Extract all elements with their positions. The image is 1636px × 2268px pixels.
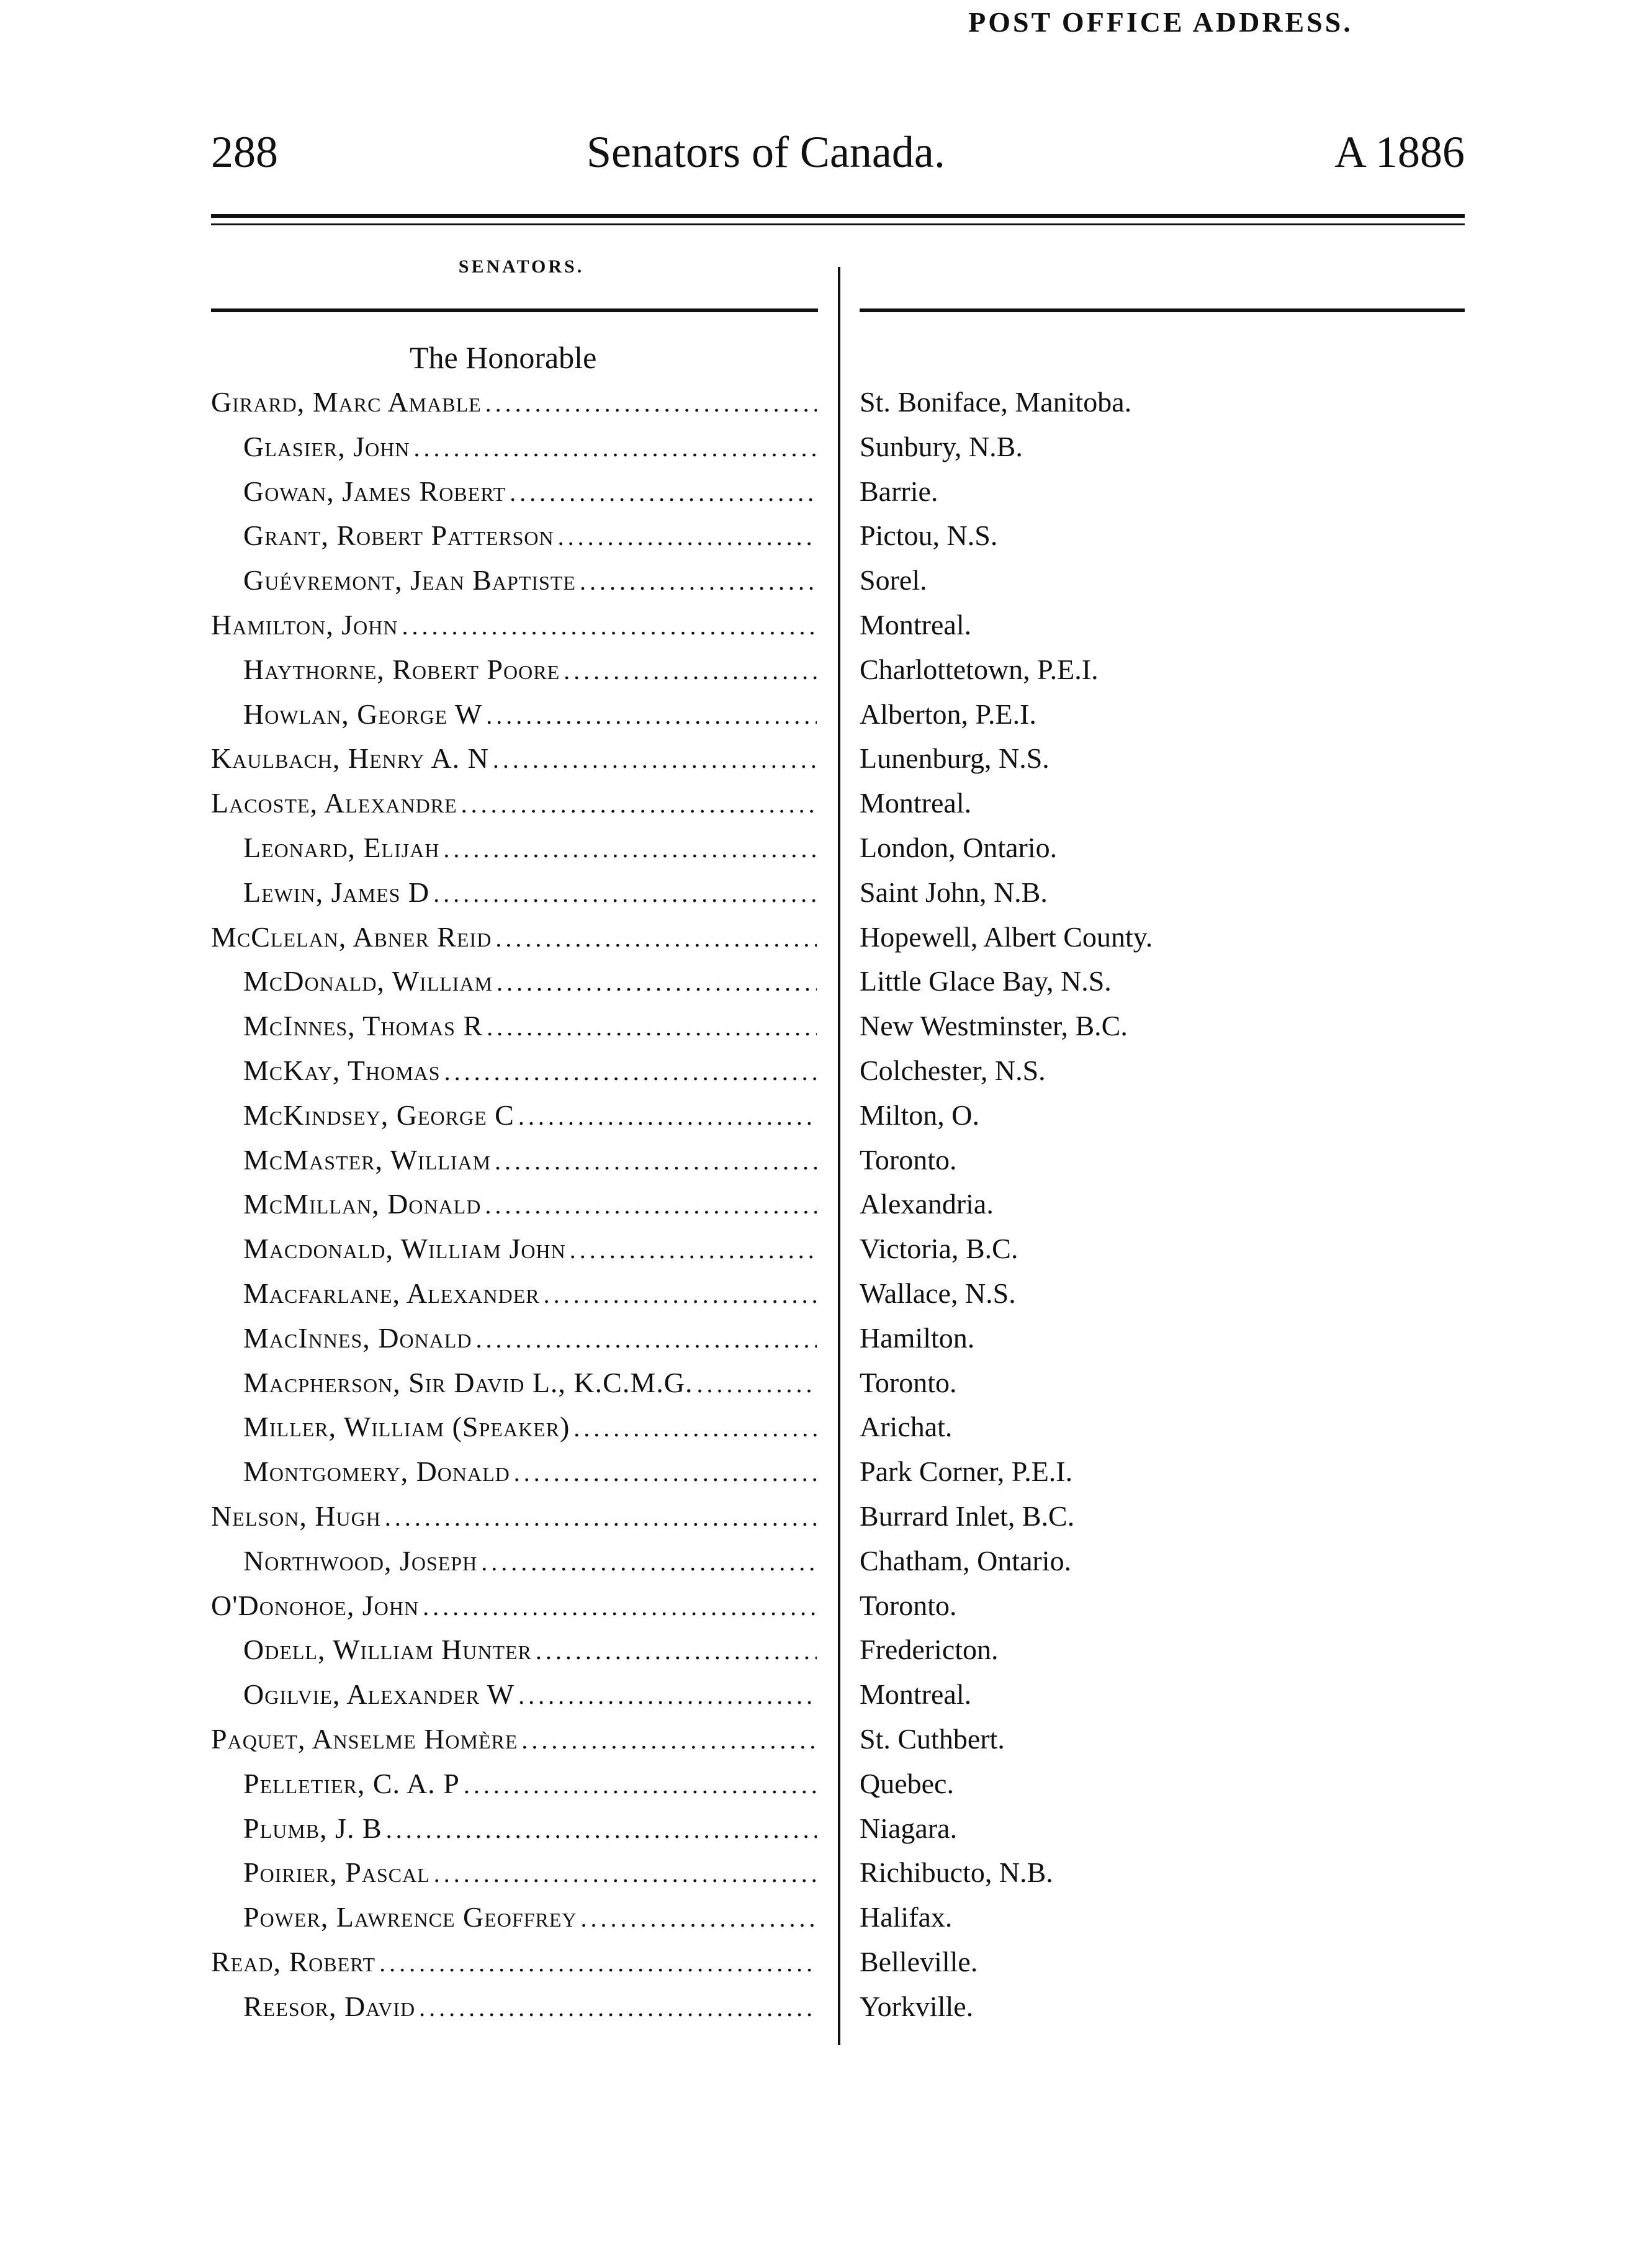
senator-name <box>211 915 817 960</box>
senator-name <box>243 1806 817 1851</box>
senator-name-text: Macdonald, William John <box>243 1233 566 1265</box>
dot-leader <box>492 916 817 960</box>
post-office-address: Alexandria. <box>860 1188 994 1220</box>
list-item <box>0 826 1636 870</box>
senator-name <box>211 736 817 781</box>
senator-name-text: Macpherson, Sir David L., K.C.M.G. <box>243 1366 693 1398</box>
senator-name <box>211 1940 817 1984</box>
senator-name-text: Paquet, Anselme Homère <box>211 1722 518 1755</box>
senator-name <box>211 1583 817 1628</box>
senator-name <box>243 1539 817 1583</box>
post-office-address: Hopewell, Albert County. <box>860 920 1153 953</box>
post-office-address: Niagara. <box>860 1812 958 1844</box>
senator-name <box>211 1717 817 1762</box>
senator-name-text: Poirier, Pascal <box>243 1856 430 1889</box>
senator-name-text: McInnes, Thomas R <box>243 1010 483 1042</box>
list-item <box>0 1004 1636 1048</box>
dot-leader <box>510 1451 817 1494</box>
senator-name-text: Haythorne, Robert Poore <box>243 653 560 685</box>
senator-name <box>243 1316 817 1361</box>
post-office-address: Saint John, N.B. <box>860 876 1048 908</box>
list-item <box>0 380 1636 425</box>
senator-name-text: Gowan, James Robert <box>243 475 506 507</box>
dot-leader <box>441 1050 817 1093</box>
list-item <box>0 647 1636 692</box>
list-item <box>0 1271 1636 1316</box>
dot-leader <box>532 1629 817 1672</box>
dot-leader <box>566 1228 817 1271</box>
senator-name <box>211 781 817 826</box>
dot-leader <box>419 1585 817 1628</box>
post-office-address: Toronto. <box>860 1366 957 1398</box>
senator-name-text: Girard, Marc Amable <box>211 386 482 418</box>
senator-name-text: Kaulbach, Henry A. N <box>211 742 489 775</box>
dot-leader <box>375 1941 817 1984</box>
dot-leader <box>518 1718 817 1762</box>
senators-column-header: SENATORS. <box>458 256 585 277</box>
post-office-address: Montreal. <box>860 608 972 641</box>
post-office-address: Colchester, N.S. <box>860 1054 1046 1086</box>
list-item <box>0 1494 1636 1539</box>
list-item <box>0 469 1636 514</box>
page-title: Senators of Canada. <box>587 127 945 177</box>
post-office-address: London, Ontario. <box>860 831 1058 863</box>
post-office-address: Richibucto, N.B. <box>860 1856 1053 1889</box>
post-office-address: Sunbury, N.B. <box>860 430 1023 462</box>
list-item <box>0 1672 1636 1717</box>
post-office-address: Wallace, N.S. <box>860 1277 1016 1309</box>
dot-leader <box>429 871 817 915</box>
dot-leader <box>410 426 817 469</box>
dot-leader <box>577 1896 817 1940</box>
honorable-heading: The Honorable <box>410 340 597 375</box>
senator-name-text: Ogilvie, Alexander W <box>243 1678 515 1711</box>
post-office-address: Arichat. <box>860 1411 953 1443</box>
post-office-address: Belleville. <box>860 1945 978 1978</box>
dot-leader <box>457 782 817 826</box>
dot-leader <box>482 381 817 425</box>
senator-list <box>0 380 1636 2028</box>
list-item <box>0 1762 1636 1806</box>
post-office-address: Halifax. <box>860 1901 953 1933</box>
list-item <box>0 1182 1636 1226</box>
year-label: A 1886 <box>1334 127 1465 177</box>
senator-name <box>243 513 817 558</box>
senator-name-text: Lewin, James D <box>243 876 430 908</box>
post-office-address: Toronto. <box>860 1143 957 1176</box>
senator-name <box>243 469 817 514</box>
dot-leader <box>472 1317 817 1361</box>
dot-leader <box>483 1005 817 1048</box>
dot-leader <box>381 1495 817 1539</box>
dot-leader <box>430 1852 817 1895</box>
senator-name-text: McKindsey, George C <box>243 1099 515 1131</box>
senator-name <box>243 1850 817 1895</box>
post-office-address: Alberton, P.E.I. <box>860 698 1036 730</box>
list-item <box>0 425 1636 469</box>
post-office-address: Victoria, B.C. <box>860 1233 1018 1265</box>
list-item <box>0 1405 1636 1449</box>
post-office-address: Park Corner, P.E.I. <box>860 1456 1073 1488</box>
senator-name-text: Howlan, George W <box>243 698 483 730</box>
post-office-address: Sorel. <box>860 564 927 596</box>
list-item <box>0 1316 1636 1361</box>
dot-leader <box>515 1094 817 1138</box>
senator-name <box>243 959 817 1004</box>
post-office-address: Lunenburg, N.S. <box>860 742 1049 775</box>
list-item <box>0 736 1636 781</box>
dot-leader <box>481 1183 817 1226</box>
dot-leader <box>439 827 817 870</box>
senator-name <box>243 1182 817 1226</box>
senator-name <box>243 1405 817 1449</box>
senator-name <box>243 558 817 603</box>
senator-name-text: Montgomery, Donald <box>243 1456 510 1488</box>
list-item <box>0 513 1636 558</box>
dot-leader <box>491 1139 817 1182</box>
senator-name <box>211 1494 817 1539</box>
post-office-address: Hamilton. <box>860 1321 975 1354</box>
dot-leader <box>515 1673 817 1717</box>
post-office-address: Little Glace Bay, N.S. <box>860 965 1112 997</box>
header-rule-thin <box>211 223 1465 225</box>
list-item <box>0 915 1636 960</box>
dot-leader <box>398 604 817 647</box>
senator-name-text: Grant, Robert Patterson <box>243 520 554 552</box>
dot-leader <box>482 693 817 737</box>
dot-leader <box>493 960 817 1004</box>
list-item <box>0 1048 1636 1093</box>
dot-leader <box>506 470 817 514</box>
senator-name <box>243 1226 817 1271</box>
running-head <box>211 118 1465 186</box>
senator-name-text: Macfarlane, Alexander <box>243 1277 540 1309</box>
post-office-address: Pictou, N.S. <box>860 520 998 552</box>
header-rule-thick <box>211 214 1465 218</box>
dot-leader <box>489 737 817 781</box>
post-office-address: Montreal. <box>860 787 972 819</box>
senator-name <box>243 1093 817 1138</box>
dot-leader <box>415 1986 817 2029</box>
list-item <box>0 959 1636 1004</box>
senator-name-text: Glasier, John <box>243 430 410 462</box>
post-office-address: Fredericton. <box>860 1634 999 1666</box>
post-office-address: Toronto. <box>860 1589 957 1621</box>
senator-name-text: Lacoste, Alexandre <box>211 787 457 819</box>
list-item <box>0 1895 1636 1940</box>
post-office-address: St. Boniface, Manitoba. <box>860 386 1132 418</box>
post-office-address: Burrard Inlet, B.C. <box>860 1500 1075 1532</box>
senator-name <box>243 1004 817 1048</box>
list-item <box>0 1717 1636 1762</box>
senators-header-rule <box>211 308 818 312</box>
senator-name <box>243 1271 817 1316</box>
senator-name-text: McClelan, Abner Reid <box>211 920 492 953</box>
senator-name <box>243 1048 817 1093</box>
post-office-address: Barrie. <box>860 475 938 507</box>
senator-name-text: Leonard, Elijah <box>243 831 440 863</box>
senator-name <box>211 603 817 647</box>
senator-name-text: Nelson, Hugh <box>211 1500 381 1532</box>
senator-name-text: Plumb, J. B <box>243 1812 382 1844</box>
post-office-address: Charlottetown, P.E.I. <box>860 653 1099 685</box>
senator-name-text: O'Donohoe, John <box>211 1589 420 1621</box>
list-item <box>0 1627 1636 1672</box>
senator-name <box>243 1627 817 1672</box>
list-item <box>0 558 1636 603</box>
address-column-header: POST OFFICE ADDRESS. <box>968 6 1353 38</box>
list-item <box>0 1850 1636 1895</box>
list-item <box>0 1226 1636 1271</box>
post-office-address: Montreal. <box>860 1678 972 1711</box>
list-item <box>0 1138 1636 1182</box>
list-item <box>0 1539 1636 1583</box>
senator-name <box>243 1895 817 1940</box>
senator-name <box>243 692 817 737</box>
senator-name-text: McMillan, Donald <box>243 1188 482 1220</box>
senator-name <box>243 1762 817 1806</box>
senator-name-text: Power, Lawrence Geoffrey <box>243 1901 577 1933</box>
senator-name-text: Guévremont, Jean Baptiste <box>243 564 576 596</box>
dot-leader <box>382 1807 817 1851</box>
senator-name <box>243 1449 817 1494</box>
senator-name <box>243 647 817 692</box>
senator-name-text: Pelletier, C. A. P <box>243 1767 460 1799</box>
dot-leader <box>540 1272 817 1316</box>
list-item <box>0 692 1636 737</box>
list-item <box>0 1583 1636 1628</box>
post-office-address: Chatham, Ontario. <box>860 1544 1072 1577</box>
post-office-address: Milton, O. <box>860 1099 979 1131</box>
list-item <box>0 870 1636 915</box>
senator-name <box>243 1672 817 1717</box>
list-item <box>0 1940 1636 1984</box>
senator-name-text: McMaster, William <box>243 1143 492 1176</box>
dot-leader <box>560 649 817 692</box>
senator-name-text: MacInnes, Donald <box>243 1321 472 1354</box>
dot-leader <box>693 1362 817 1405</box>
dot-leader <box>570 1406 817 1449</box>
senator-name <box>243 425 817 469</box>
senator-name <box>243 1361 817 1405</box>
dot-leader <box>477 1540 817 1583</box>
dot-leader <box>460 1763 817 1806</box>
page-number: 288 <box>211 127 278 177</box>
list-item <box>0 781 1636 826</box>
senator-name-text: Reesor, David <box>243 1990 416 2022</box>
post-office-address: St. Cuthbert. <box>860 1722 1005 1755</box>
senator-name <box>243 870 817 915</box>
list-item <box>0 1361 1636 1405</box>
senator-name-text: Odell, William Hunter <box>243 1634 532 1666</box>
post-office-address: Quebec. <box>860 1767 954 1799</box>
list-item <box>0 1806 1636 1851</box>
post-office-address: New Westminster, B.C. <box>860 1010 1128 1042</box>
list-item <box>0 1449 1636 1494</box>
senator-name-text: Miller, William (Speaker) <box>243 1411 570 1443</box>
list-item <box>0 1093 1636 1138</box>
address-header-rule <box>860 308 1465 312</box>
dot-leader <box>554 515 817 558</box>
senator-name-text: McKay, Thomas <box>243 1054 441 1086</box>
senator-name-text: Northwood, Joseph <box>243 1544 478 1577</box>
dot-leader <box>576 559 817 603</box>
list-item <box>0 1984 1636 2029</box>
senator-name <box>243 1984 817 2029</box>
senator-name-text: Hamilton, John <box>211 608 398 641</box>
senator-name <box>243 826 817 870</box>
senator-name <box>211 380 817 425</box>
post-office-address: Yorkville. <box>860 1990 974 2022</box>
list-item <box>0 603 1636 647</box>
senator-name <box>243 1138 817 1182</box>
senator-name-text: Read, Robert <box>211 1945 376 1978</box>
senator-name-text: McDonald, William <box>243 965 493 997</box>
